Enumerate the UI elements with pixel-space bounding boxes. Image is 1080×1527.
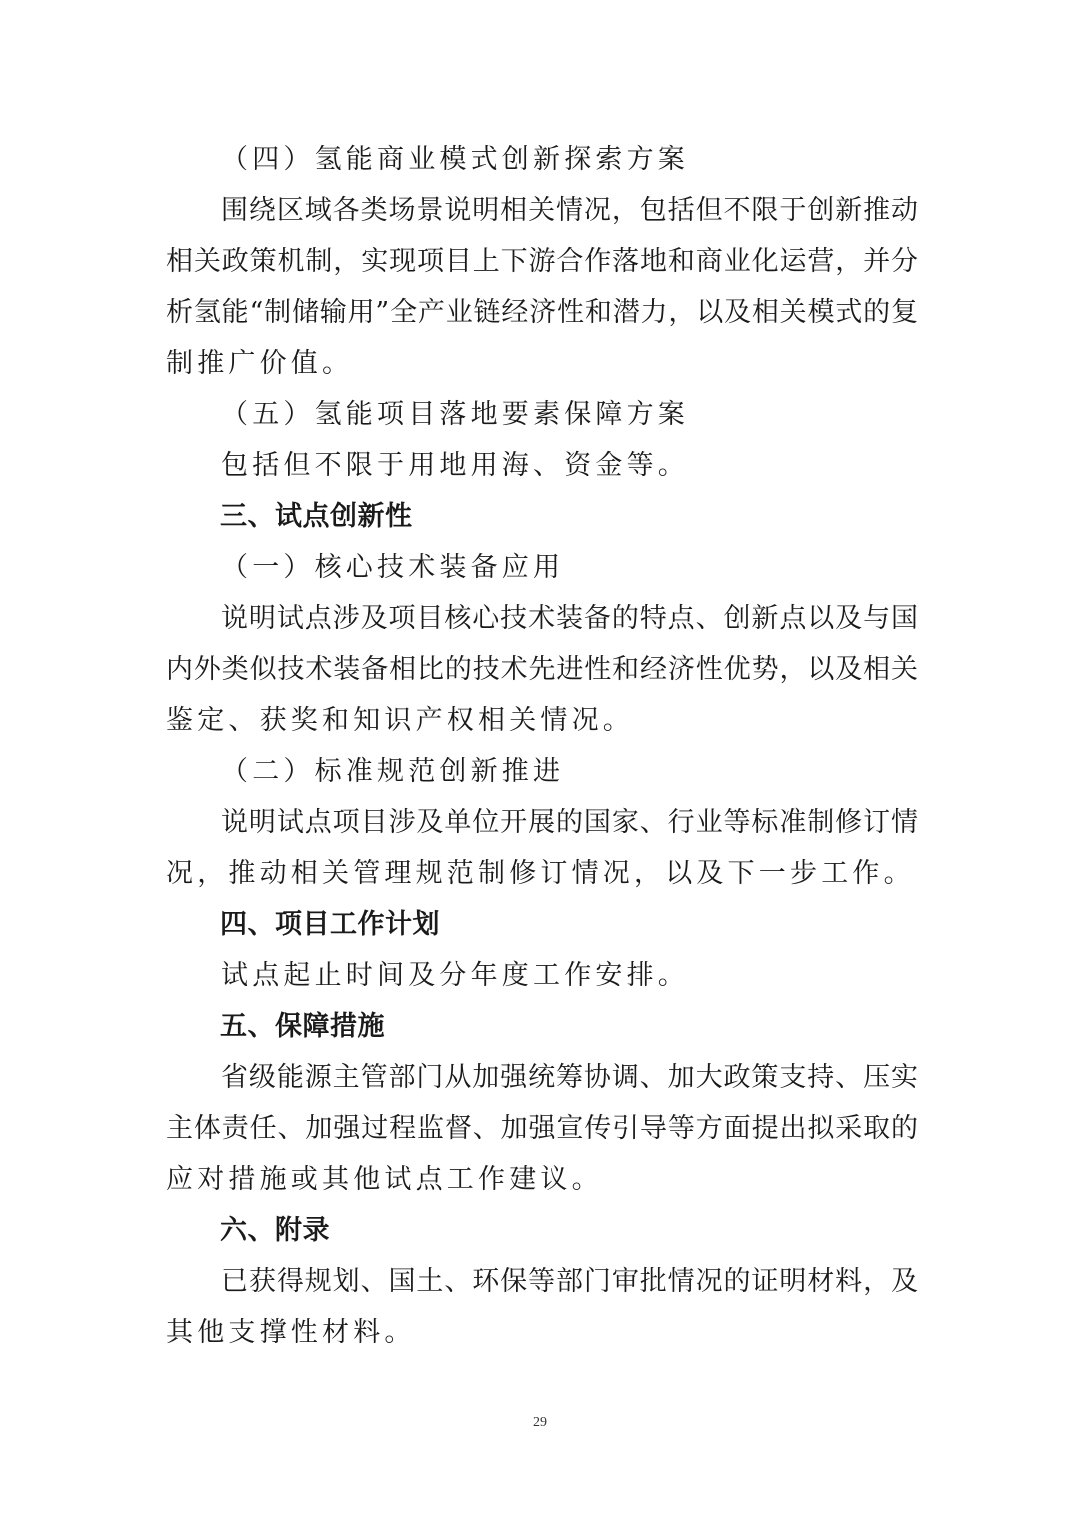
paragraph-line: 内外类似技术装备相比的技术先进性和经济性优势，以及相关 xyxy=(166,654,918,685)
paragraph-line: 鉴定、获奖和知识产权相关情况。 xyxy=(166,705,634,736)
subheading-core-technology: （一）核心技术装备应用 xyxy=(221,552,565,583)
paragraph-line: 省级能源主管部门从加强统筹协调、加大政策支持、压实 xyxy=(221,1062,918,1093)
paragraph-line: 应对措施或其他试点工作建议。 xyxy=(166,1164,603,1195)
heading-work-plan: 四、项目工作计划 xyxy=(220,909,440,940)
paragraph-line: 析氢能“制储输用”全产业链经济性和潜力，以及相关模式的复 xyxy=(166,297,918,328)
subheading-hydrogen-business-model: （四）氢能商业模式创新探索方案 xyxy=(221,144,689,175)
paragraph-line: 说明试点项目涉及单位开展的国家、行业等标准制修订情 xyxy=(221,807,918,838)
heading-pilot-innovation: 三、试点创新性 xyxy=(220,501,413,532)
paragraph-line: 其他支撑性材料。 xyxy=(166,1317,416,1348)
subheading-project-guarantee: （五）氢能项目落地要素保障方案 xyxy=(221,399,689,430)
heading-safeguard-measures: 五、保障措施 xyxy=(220,1011,385,1042)
heading-appendix: 六、附录 xyxy=(220,1215,330,1246)
paragraph-line: 说明试点涉及项目核心技术装备的特点、创新点以及与国 xyxy=(221,603,918,634)
paragraph-line: 况，推动相关管理规范制修订情况，以及下一步工作。 xyxy=(166,858,915,889)
paragraph-line: 包括但不限于用地用海、资金等。 xyxy=(221,450,689,481)
paragraph-line: 围绕区域各类场景说明相关情况，包括但不限于创新推动 xyxy=(221,195,918,226)
page-number: 29 xyxy=(533,1415,547,1430)
paragraph-line: 已获得规划、国土、环保等部门审批情况的证明材料，及 xyxy=(221,1266,918,1297)
paragraph-line: 主体责任、加强过程监督、加强宣传引导等方面提出拟采取的 xyxy=(166,1113,918,1144)
document-body xyxy=(166,134,918,1358)
subheading-standards-innovation: （二）标准规范创新推进 xyxy=(221,756,565,787)
paragraph-line: 相关政策机制，实现项目上下游合作落地和商业化运营，并分 xyxy=(166,246,918,277)
paragraph-line: 试点起止时间及分年度工作安排。 xyxy=(221,960,689,991)
paragraph-line: 制推广价值。 xyxy=(166,348,354,379)
